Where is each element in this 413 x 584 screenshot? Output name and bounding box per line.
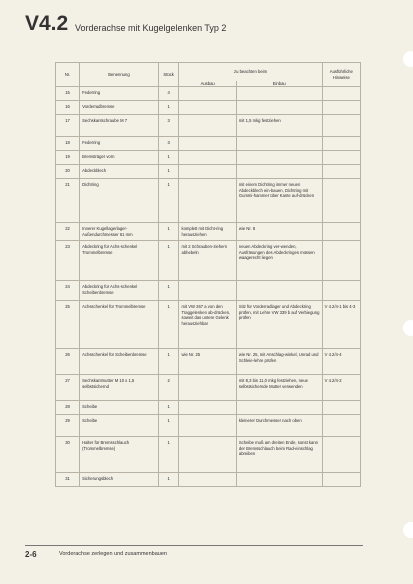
table-row bbox=[56, 87, 361, 101]
cell-stueck: 1 bbox=[158, 281, 179, 301]
cell-stueck: 1 bbox=[158, 101, 179, 115]
cell-einbau bbox=[236, 101, 322, 115]
header-stueck: Stück bbox=[158, 63, 179, 87]
cell-benennung: Federring bbox=[80, 137, 159, 151]
cell-ausbau bbox=[179, 179, 236, 223]
footer-title: Vorderachse zerlegen und zusammenbauen bbox=[59, 551, 167, 557]
table-row bbox=[56, 349, 361, 375]
header-hinweise: Ausführliche Hinweise bbox=[322, 63, 360, 87]
cell-hinweise bbox=[322, 281, 360, 301]
cell-stueck: 1 bbox=[158, 241, 179, 281]
cell-ausbau bbox=[179, 101, 236, 115]
cell-benennung: Scheibe bbox=[80, 401, 159, 415]
cell-einbau bbox=[236, 473, 322, 487]
cell-nr: 29 bbox=[56, 415, 80, 437]
table-row bbox=[56, 415, 361, 437]
cell-einbau: mit 8,3 bis 11,0 mkg festziehen, neue selbstsichernde Mutter verwenden bbox=[236, 375, 322, 401]
section-number: V4.2 bbox=[25, 12, 69, 35]
cell-einbau: Sitz für Vorderradlager und Abdeckring prüfen, mit Lehre VW 339 b auf Verbiegung prüfen bbox=[236, 301, 322, 349]
cell-einbau: neuen Abdeckring ver-wenden, Ausfräsungen des Abdeckringes müssen waagerecht liegen bbox=[236, 241, 322, 281]
cell-stueck: 4 bbox=[158, 87, 179, 101]
cell-hinweise: V 4.2/4-2 bbox=[322, 375, 360, 401]
cell-ausbau: komplett mit Dicht-ring herausziehen bbox=[179, 223, 236, 241]
cell-ausbau bbox=[179, 165, 236, 179]
table-row bbox=[56, 151, 361, 165]
table-row bbox=[56, 179, 361, 223]
cell-einbau bbox=[236, 165, 322, 179]
table-row bbox=[56, 473, 361, 487]
header-ausbau: Ausbau bbox=[179, 81, 236, 87]
table-row bbox=[56, 375, 361, 401]
cell-ausbau: wie Nr. 25 bbox=[179, 349, 236, 375]
cell-benennung: Abdeckring für Achs-schenkel Trommelbremse bbox=[80, 241, 159, 281]
cell-einbau: Scheibe muß am dreiten Ende, sonst kann der Bremsschlauch beim Rad-einschlag abreiben bbox=[236, 437, 322, 473]
cell-hinweise bbox=[322, 437, 360, 473]
cell-einbau: wie Nr. 8 bbox=[236, 223, 322, 241]
cell-nr: 24 bbox=[56, 281, 80, 301]
cell-ausbau bbox=[179, 473, 236, 487]
cell-benennung: Achsschenkel für Trommelbremse bbox=[80, 301, 159, 349]
cell-hinweise bbox=[322, 87, 360, 101]
cell-hinweise bbox=[322, 115, 360, 137]
table-row bbox=[56, 223, 361, 241]
cell-ausbau bbox=[179, 137, 236, 151]
cell-einbau bbox=[236, 281, 322, 301]
page-footer bbox=[25, 545, 363, 559]
cell-stueck: 2 bbox=[158, 375, 179, 401]
cell-benennung: Sechskantmutter M 10 x 1,5 selbstsichernd bbox=[80, 375, 159, 401]
binder-hole bbox=[403, 51, 413, 67]
cell-einbau: mit einem Dichtring immer neuen Abdeckblech ein-bauen, Dichtring mit Gummi-hammer über Kante auf-drücken bbox=[236, 179, 322, 223]
cell-benennung: Abdeckring für Achs-schenkel Scheibenbremse bbox=[80, 281, 159, 301]
cell-benennung: Federring bbox=[80, 87, 159, 101]
page-number: 2-6 bbox=[25, 550, 37, 559]
table-row bbox=[56, 281, 361, 301]
table-row bbox=[56, 165, 361, 179]
cell-hinweise bbox=[322, 165, 360, 179]
cell-stueck: 1 bbox=[158, 401, 179, 415]
cell-benennung: Vorderradbremse bbox=[80, 101, 159, 115]
cell-stueck: 1 bbox=[158, 473, 179, 487]
cell-nr: 19 bbox=[56, 151, 80, 165]
cell-stueck: 3 bbox=[158, 115, 179, 137]
cell-nr: 26 bbox=[56, 349, 80, 375]
header-benennung: Benennung bbox=[80, 63, 159, 87]
parts-table bbox=[55, 62, 361, 487]
cell-hinweise: V 4.2/4-1 bis 4-3 bbox=[322, 301, 360, 349]
cell-stueck: 1 bbox=[158, 151, 179, 165]
cell-hinweise bbox=[322, 415, 360, 437]
cell-ausbau bbox=[179, 415, 236, 437]
cell-hinweise bbox=[322, 223, 360, 241]
cell-einbau bbox=[236, 401, 322, 415]
cell-hinweise bbox=[322, 137, 360, 151]
cell-einbau: mit 1,5 mkg festziehen bbox=[236, 115, 322, 137]
cell-nr: 18 bbox=[56, 137, 80, 151]
cell-ausbau bbox=[179, 281, 236, 301]
cell-ausbau: mit VW 267 a von den Traggelenken ab-drücken, soweit das untere Gelenk herausziehbar bbox=[179, 301, 236, 349]
cell-stueck: 1 bbox=[158, 165, 179, 179]
cell-stueck: 1 bbox=[158, 349, 179, 375]
cell-ausbau bbox=[179, 375, 236, 401]
cell-ausbau bbox=[179, 151, 236, 165]
cell-nr: 27 bbox=[56, 375, 80, 401]
header-nr: Nr. bbox=[56, 63, 80, 87]
cell-stueck: 1 bbox=[158, 179, 179, 223]
cell-nr: 16 bbox=[56, 101, 80, 115]
cell-benennung: Abdeckblech bbox=[80, 165, 159, 179]
cell-ausbau: mit 2 Schrauben-ziehern abhebeln bbox=[179, 241, 236, 281]
cell-nr: 15 bbox=[56, 87, 80, 101]
cell-einbau: wie Nr. 25, mit Anschlag-winkel, Unrad und Schleie-lehre prüfen bbox=[236, 349, 322, 375]
table-row bbox=[56, 437, 361, 473]
header-einbau: Einbau bbox=[236, 81, 322, 87]
header-group: zu beachten beim bbox=[179, 63, 322, 81]
binder-hole bbox=[403, 522, 413, 538]
cell-stueck: 3 bbox=[158, 137, 179, 151]
section-title: Vorderachse mit Kugelgelenken Typ 2 bbox=[75, 23, 227, 33]
cell-benennung: Halter für Bremsschlauch (Trommelbremse) bbox=[80, 437, 159, 473]
cell-hinweise bbox=[322, 401, 360, 415]
cell-ausbau bbox=[179, 87, 236, 101]
table-row bbox=[56, 137, 361, 151]
cell-benennung: Innerer Kugellagerlager-Außendurchmesser 61 mm bbox=[80, 223, 159, 241]
cell-hinweise bbox=[322, 473, 360, 487]
cell-hinweise bbox=[322, 151, 360, 165]
cell-nr: 22 bbox=[56, 223, 80, 241]
cell-nr: 17 bbox=[56, 115, 80, 137]
cell-ausbau bbox=[179, 115, 236, 137]
cell-hinweise: V 4.2/4-4 bbox=[322, 349, 360, 375]
cell-einbau bbox=[236, 87, 322, 101]
cell-nr: 31 bbox=[56, 473, 80, 487]
cell-benennung: Dichtring bbox=[80, 179, 159, 223]
cell-benennung: Sicherungsblech bbox=[80, 473, 159, 487]
table-row bbox=[56, 241, 361, 281]
cell-einbau bbox=[236, 137, 322, 151]
cell-nr: 28 bbox=[56, 401, 80, 415]
cell-hinweise bbox=[322, 179, 360, 223]
cell-nr: 25 bbox=[56, 301, 80, 349]
cell-ausbau bbox=[179, 401, 236, 415]
cell-stueck: 1 bbox=[158, 301, 179, 349]
cell-benennung: Sechskantschraube M 7 bbox=[80, 115, 159, 137]
binder-hole bbox=[403, 320, 413, 336]
cell-ausbau bbox=[179, 437, 236, 473]
cell-hinweise bbox=[322, 241, 360, 281]
cell-nr: 21 bbox=[56, 179, 80, 223]
cell-nr: 23 bbox=[56, 241, 80, 281]
table-row bbox=[56, 115, 361, 137]
cell-benennung: Achsschenkel für Scheibenbremse bbox=[80, 349, 159, 375]
cell-stueck: 1 bbox=[158, 223, 179, 241]
cell-nr: 30 bbox=[56, 437, 80, 473]
cell-benennung: Bremsträger vorn bbox=[80, 151, 159, 165]
cell-einbau: kleinerer Durchmesser nach oben bbox=[236, 415, 322, 437]
table-row bbox=[56, 301, 361, 349]
cell-benennung: Scheibe bbox=[80, 415, 159, 437]
table-row bbox=[56, 401, 361, 415]
cell-nr: 20 bbox=[56, 165, 80, 179]
cell-hinweise bbox=[322, 101, 360, 115]
cell-einbau bbox=[236, 151, 322, 165]
cell-stueck: 1 bbox=[158, 437, 179, 473]
cell-stueck: 1 bbox=[158, 415, 179, 437]
table-row bbox=[56, 101, 361, 115]
